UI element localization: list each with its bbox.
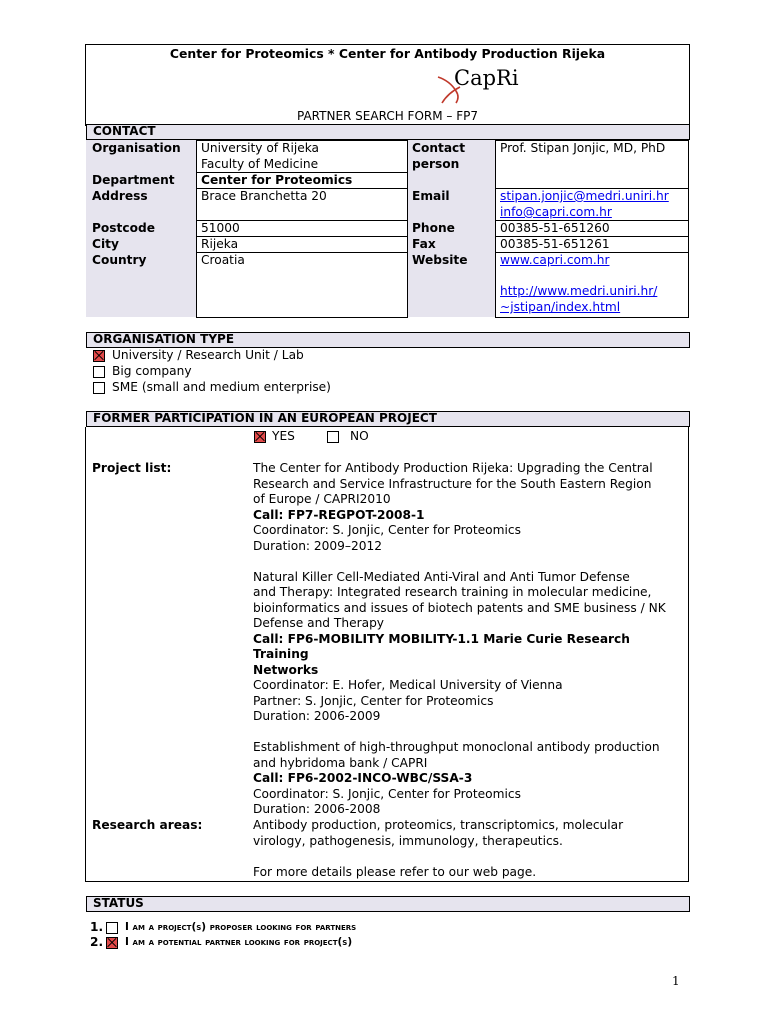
project-title-line: Defense and Therapy [253,616,385,630]
more-details-text: For more details please refer to our web page. [253,865,537,879]
project-detail: Duration: 2009–2012 [253,538,383,553]
email-link-2[interactable]: info@capri.com.hr [500,205,612,219]
contact-person-label-1: Contact [412,141,466,155]
status-partner-checkbox[interactable] [106,937,118,949]
project-call: Call: FP6-MOBILITY MOBILITY-1.1 Marie Curie Research Training [253,631,630,661]
participation-yes-checkbox[interactable] [254,431,266,443]
org-type-big-company-label: Big company [112,364,192,378]
organisation-value-line1: University of Rijeka [201,141,320,155]
project-title-line: and hybridoma bank / CAPRI [253,755,428,770]
status-item1-number: 1. [90,920,104,934]
country-value: Croatia [201,253,245,267]
project-detail: Coordinator: E. Hofer, Medical University of Vienna [253,678,563,692]
org-type-university-label: University / Research Unit / Lab [112,348,304,362]
project-detail: Duration: 2006-2009 [253,709,381,723]
city-label: City [92,237,119,251]
project-title-line: and Therapy: Integrated research training in molecular medicine, [253,585,652,599]
former-participation-section-header: FORMER PARTICIPATION IN AN EUROPEAN PROJECT [86,411,690,427]
project-detail: Coordinator: S. Jonjic, Center for Proteomics [253,786,521,801]
project-detail: Coordinator: S. Jonjic, Center for Proteomics [253,523,521,537]
header-box [85,44,690,126]
project-title-line: Research and Service Infrastructure for the South Eastern Region [253,476,652,491]
project-detail: Partner: S. Jonjic, Center for Proteomics [253,693,494,708]
org-type-sme-label: SME (small and medium enterprise) [112,380,331,394]
department-value: Center for Proteomics [201,173,353,187]
contact-person-label-2: person [412,157,460,171]
research-areas-label: Research areas: [92,818,203,832]
project-title-line: of Europe / CAPRI2010 [253,492,391,506]
organisation-header-title: Center for Proteomics * Center for Antibody Production Rijeka [169,46,606,61]
project-item [253,740,683,818]
status-partner-label: I am a potential partner looking for project(s) [125,936,353,948]
website-link-2-line1[interactable]: http://www.medri.uniri.hr/ [500,284,658,298]
address-label: Address [92,189,148,203]
address-value: Brace Branchetta 20 [201,189,327,203]
email-label: Email [412,189,450,203]
project-detail: Duration: 2006-2008 [253,802,381,816]
status-section-header: STATUS [86,896,690,912]
city-value: Rijeka [201,237,239,251]
project-list [253,461,683,818]
research-areas-line2: virology, pathogenesis, immunology, therapeutics. [253,834,563,848]
organisation-label: Organisation [92,141,181,155]
project-title-line: bioinformatics and issues of biotech patents and SME business / NK [253,600,666,615]
website-label: Website [412,253,468,267]
project-call: Call: FP6-2002-INCO-WBC/SSA-3 [253,771,473,785]
org-type-university-checkbox[interactable] [93,350,105,362]
phone-label: Phone [412,221,455,235]
contact-section-header: CONTACT [86,124,690,140]
project-title-line: The Center for Antibody Production Rijeka: Upgrading the Central [253,461,653,475]
page-number: 1 [672,974,680,988]
website-link-2-line2[interactable]: ~jstipan/index.html [500,300,621,314]
form-title: PARTNER SEARCH FORM – FP7 [297,109,478,123]
website-link-1[interactable]: www.capri.com.hr [500,253,610,267]
participation-no-checkbox[interactable] [327,431,339,443]
project-call: Networks [253,662,319,677]
status-proposer-label: I am a project(s) proposer looking for partners [125,921,357,933]
project-call: Call: FP7-REGPOT-2008-1 [253,507,425,522]
status-item2-number: 2. [90,935,104,949]
organisation-type-section-header: ORGANISATION TYPE [86,332,690,348]
project-title-line: Establishment of high-throughput monoclonal antibody production [253,740,660,754]
participation-yes-label: YES [272,429,295,443]
department-label: Department [92,173,175,187]
capri-logo [436,63,556,105]
research-areas-line1: Antibody production, proteomics, transcriptomics, molecular [253,818,624,832]
org-type-sme-checkbox[interactable] [93,382,105,394]
fax-value: 00385-51-651261 [500,237,610,251]
contact-person-value: Prof. Stipan Jonjic, MD, PhD [500,141,666,155]
org-type-big-company-checkbox[interactable] [93,366,105,378]
project-item [253,570,683,725]
phone-value: 00385-51-651260 [500,221,610,235]
project-item [253,461,683,554]
fax-label: Fax [412,237,436,251]
organisation-value-line2: Faculty of Medicine [201,157,319,171]
postcode-label: Postcode [92,221,155,235]
participation-no-label: NO [350,429,369,443]
email-link-1[interactable]: stipan.jonjic@medri.uniri.hr [500,189,669,203]
project-title-line: Natural Killer Cell-Mediated Anti-Viral and Anti Tumor Defense [253,569,630,584]
postcode-value: 51000 [201,221,240,235]
country-label: Country [92,253,147,267]
project-list-label: Project list: [92,461,172,475]
logo-text: CapRi [454,66,519,90]
status-proposer-checkbox[interactable] [106,922,118,934]
